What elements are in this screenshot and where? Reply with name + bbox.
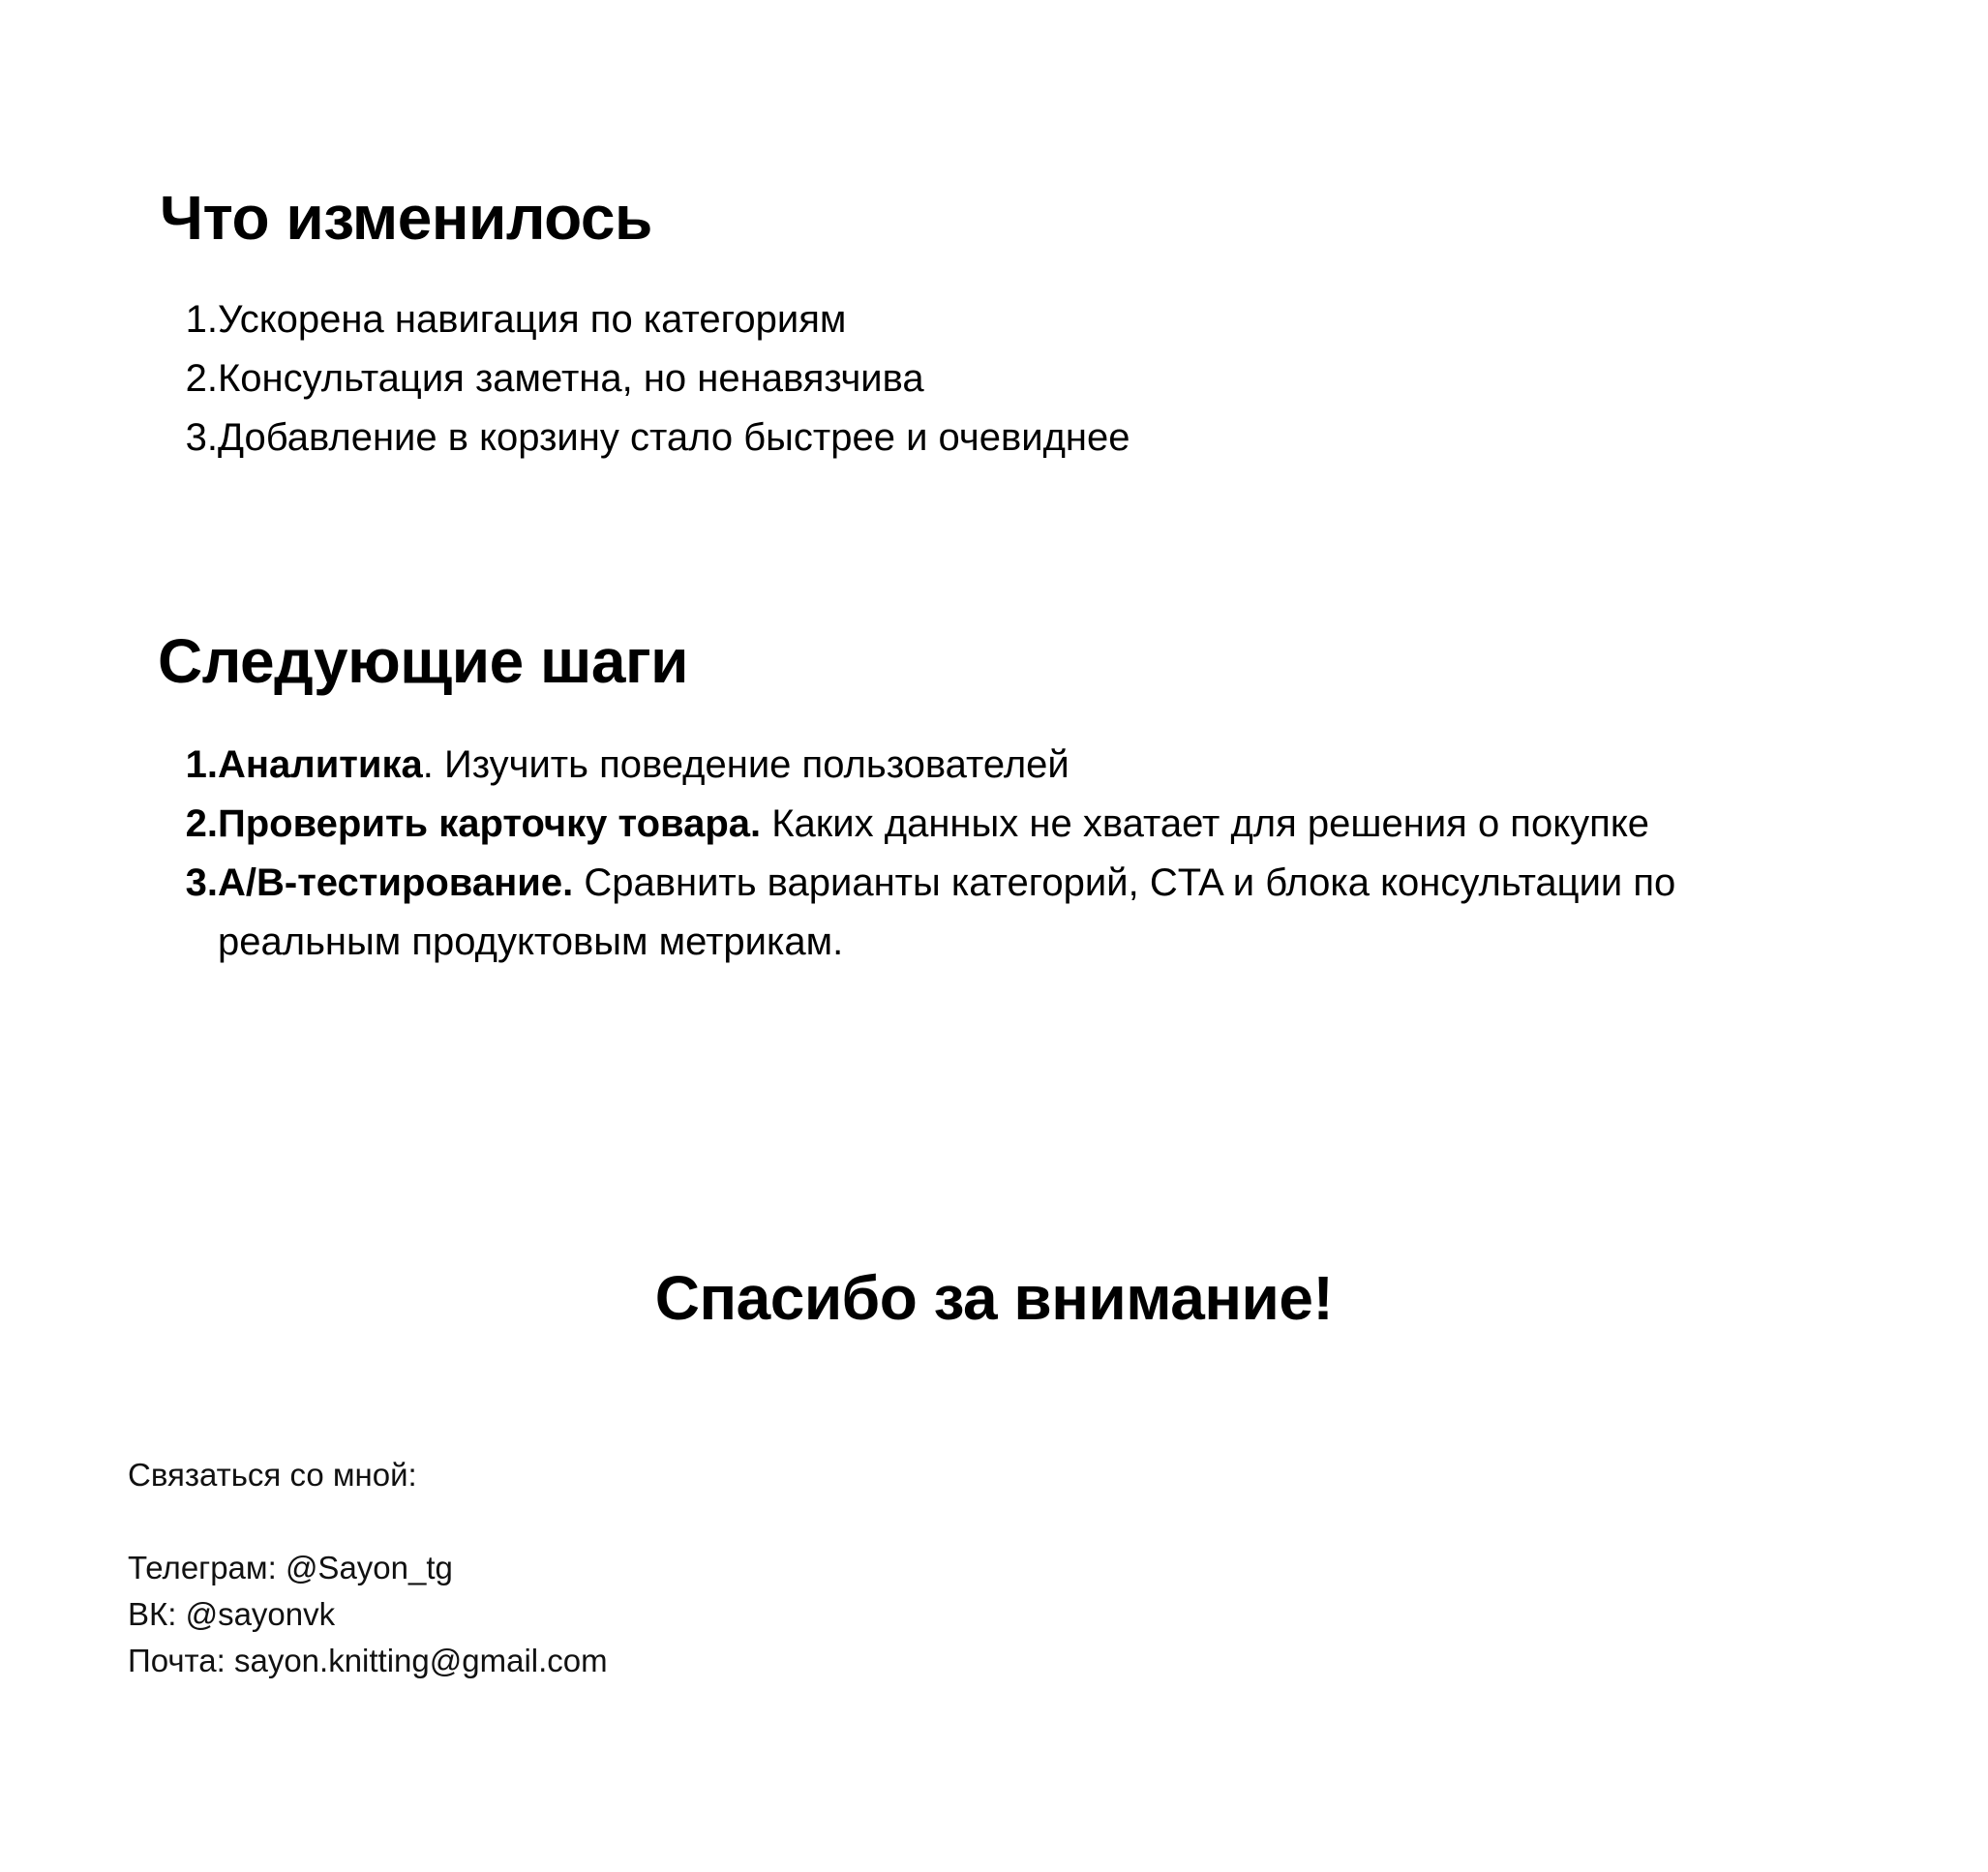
list-item-lead: Аналитика [218, 743, 423, 786]
list-item-body [218, 854, 1805, 972]
list-item-number: 1. [185, 298, 218, 341]
list-item [160, 854, 1805, 972]
list-item-number: 2. [185, 357, 218, 400]
contacts-spacer [128, 1498, 608, 1545]
list-item [160, 349, 1611, 408]
thanks-title: Спасибо за внимание! [654, 1263, 1334, 1333]
list-item [160, 795, 1805, 854]
email-contact[interactable]: Почта: sayon.knitting@gmail.com [128, 1643, 608, 1678]
contacts-heading: Связаться со мной: [128, 1457, 417, 1493]
list-item-body [218, 736, 1069, 795]
next-steps-title: Следующие шаги [158, 626, 688, 696]
vk-contact[interactable]: ВК: @sayonvk [128, 1596, 336, 1632]
list-item [160, 408, 1611, 468]
telegram-contact[interactable]: Телеграм: @Sayon_tg [128, 1550, 453, 1585]
list-item-text: Ускорена навигация по категориям [218, 298, 847, 341]
list-item-text: Добавление в корзину стало быстрее и очевиднее [218, 416, 1130, 459]
list-item-body [218, 795, 1649, 854]
list-item-number: 1. [185, 743, 218, 786]
list-item-text: . Изучить поведение пользователей [422, 743, 1069, 786]
list-item [160, 290, 1611, 349]
list-item-text: Сравнить варианты категорий, CTA и блока консультации по реальным продуктовым метрикам. [218, 861, 1676, 963]
list-item [160, 736, 1805, 795]
changes-list [160, 290, 1611, 468]
contacts-block [128, 1452, 608, 1684]
list-item-number: 3. [185, 416, 218, 459]
list-item-number: 3. [185, 861, 218, 904]
list-item-text: Консультация заметна, но ненавязчива [218, 357, 924, 400]
next-steps-list [160, 736, 1805, 972]
list-item-number: 2. [185, 802, 218, 845]
list-item-text: Каких данных не хватает для решения о покупке [761, 802, 1650, 845]
changes-title: Что изменилось [160, 183, 652, 253]
list-item-lead: A/B-тестирование. [218, 861, 574, 904]
list-item-lead: Проверить карточку товара. [218, 802, 762, 845]
